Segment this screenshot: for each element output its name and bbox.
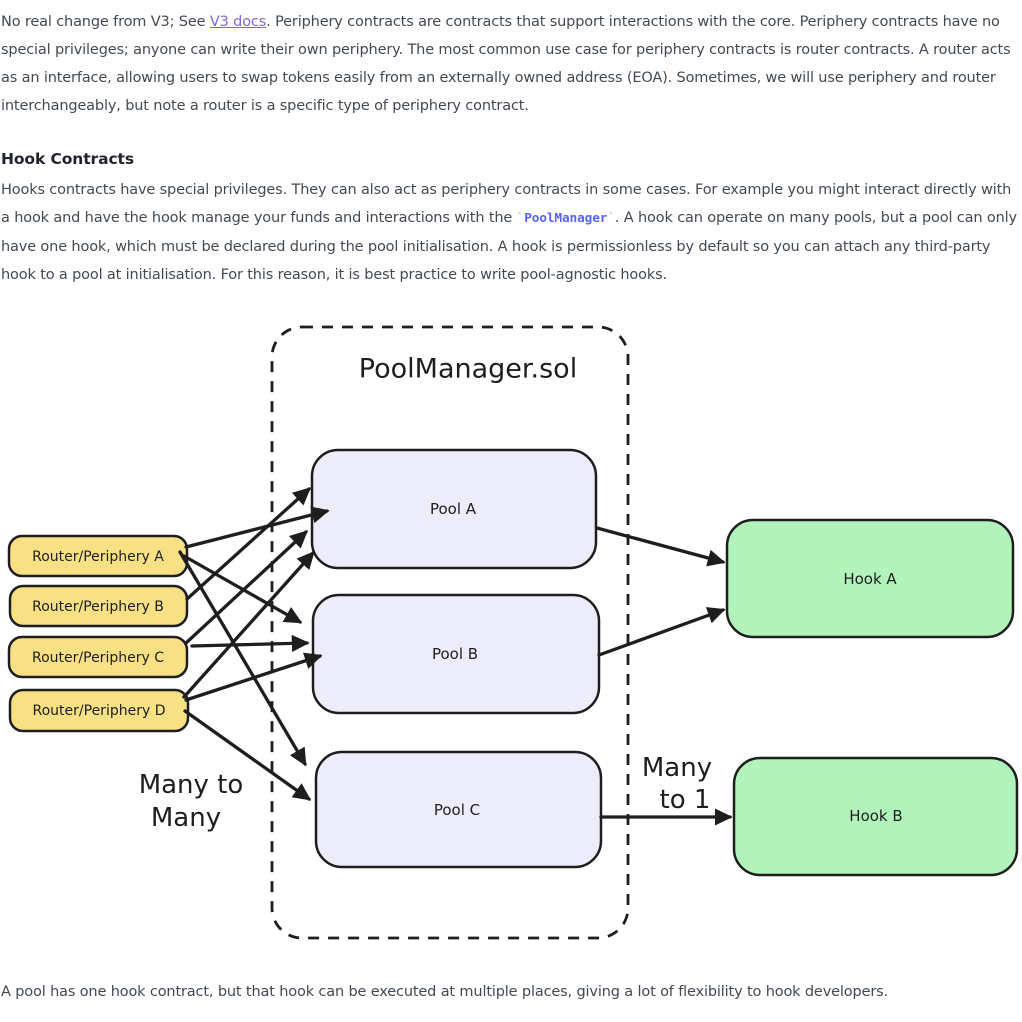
v3-docs-link[interactable]: V3 docs	[209, 14, 267, 30]
many-to-many-label-line2: Many	[150, 803, 222, 833]
router-c-label: Router/Periphery C	[32, 650, 164, 666]
router-a-label: Router/Periphery A	[32, 549, 164, 565]
hooks-text-pre: Hooks contracts have special privileges. They can also act as periphery contracts in some cases. For example you might interact directly with a hook and have the hook manage your funds and interactions with the	[1, 182, 1012, 226]
intro-text-pre: No real change from V3; See	[1, 14, 210, 30]
pool-a-label: Pool A	[429, 500, 477, 518]
closing-paragraph: A pool has one hook contract, but that hook can be executed at multiple places, giving a lot of flexibility to hook developers.	[1, 984, 889, 1000]
many-to-one-label-line1: Many	[641, 753, 713, 783]
pool-manager-diagram	[0, 322, 1022, 942]
arrow-pool-a-hook-a	[597, 528, 723, 562]
hook-b-label: Hook B	[849, 807, 903, 825]
pool-manager-code	[517, 211, 615, 226]
pool-c-label: Pool C	[433, 801, 481, 819]
arrow-router-d-pool-b	[186, 656, 320, 700]
arrow-pool-b-hook-a	[599, 610, 723, 655]
many-to-many-label-line1: Many to	[138, 770, 244, 800]
intro-text-post: . Periphery contracts are contracts that support interactions with the core. Periphery contracts have no special privileges; anyone can write their own periphery. The most common use case for periphery contracts is router contracts. A router acts as an interface, allowing users to swap tokens easily from an externally owned address (EOA). Sometimes, we will use periphery and router interchangeably, but note a router is a specific type of periphery contract.	[1, 14, 1011, 114]
arrow-router-c-pool-b	[192, 643, 307, 646]
hook-a-label: Hook A	[843, 570, 897, 588]
intro-paragraph	[1, 8, 1021, 120]
pool-manager-title: PoolManager.sol	[358, 353, 578, 385]
backtick-close: `	[607, 211, 615, 226]
router-d-label: Router/Periphery D	[32, 703, 166, 719]
many-to-one-label-line2: to 1	[659, 785, 711, 815]
backtick-open: `	[516, 211, 525, 226]
hooks-text-post: . A hook can operate on many pools, but a pool can only have one hook, which must be declared during the pool initialisation. A hook is permissionless by default so you can attach any third-party hook to a pool at initialisation. For this reason, it is best practice to write pool-agnostic hooks.	[1, 210, 1017, 283]
hooks-paragraph	[1, 176, 1021, 289]
router-b-label: Router/Periphery B	[32, 599, 164, 615]
hook-contracts-heading: Hook Contracts	[1, 150, 134, 168]
pool-manager-code-text: PoolManager	[524, 211, 608, 226]
pool-b-label: Pool B	[431, 645, 479, 663]
arrow-router-a-pool-a	[186, 511, 327, 547]
